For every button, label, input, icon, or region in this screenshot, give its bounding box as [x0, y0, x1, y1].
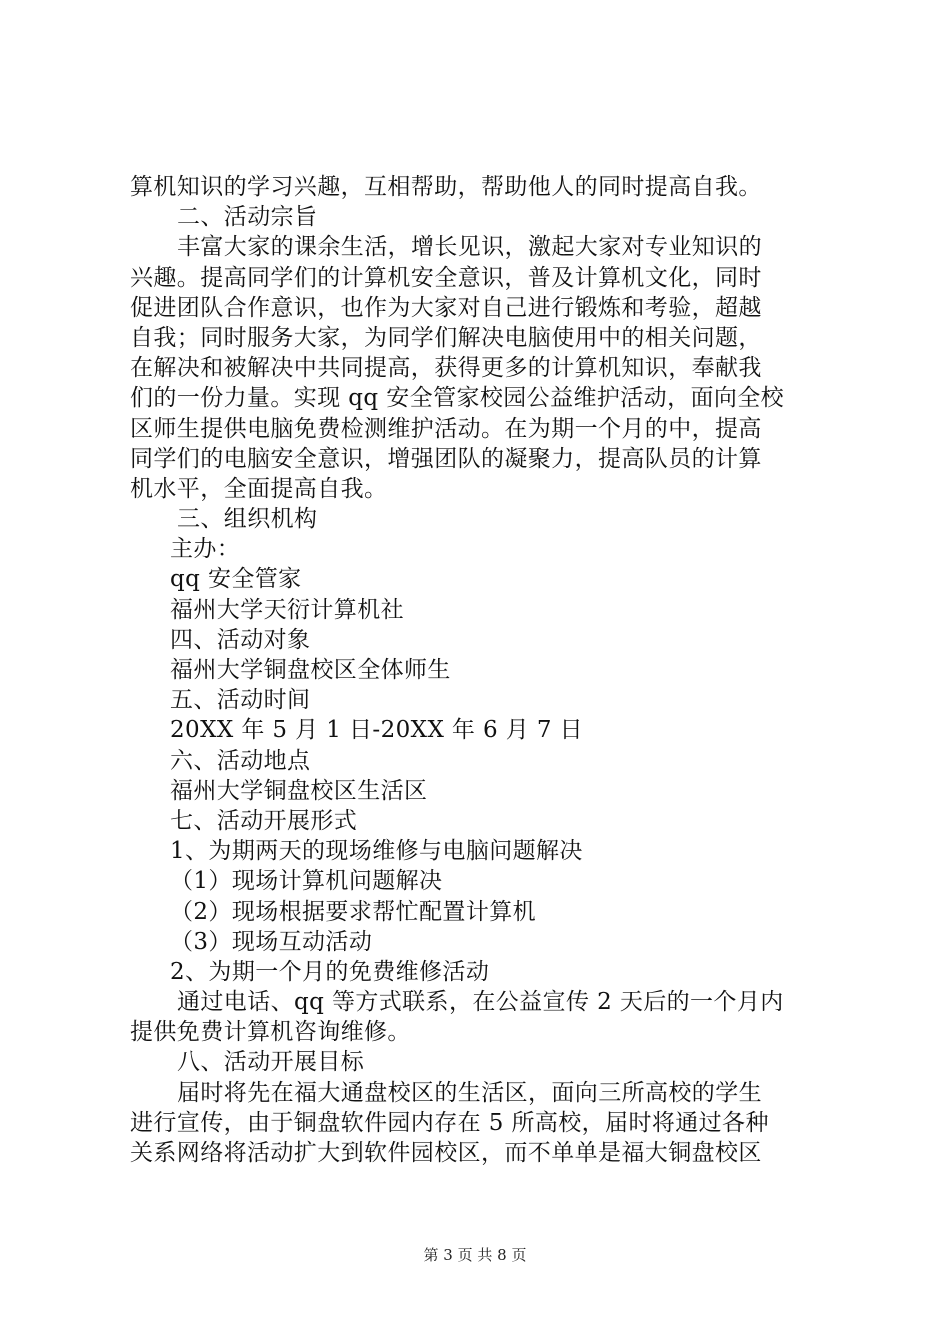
text-line: 同学们的电脑安全意识，增强团队的凝聚力，提高队员的计算: [130, 445, 762, 472]
text-line: 进行宣传，由于铜盘软件园内存在 5 所高校，届时将通过各种: [130, 1109, 769, 1136]
list-item: 2、为期一个月的免费维修活动: [170, 958, 490, 985]
text-line: 自我；同时服务大家，为同学们解决电脑使用中的相关问题，: [130, 324, 762, 351]
section-heading: 七、活动开展形式: [170, 807, 358, 834]
text-line: 区师生提供电脑免费检测维护活动。在为期一个月的中，提高: [130, 415, 762, 442]
text-line: 主办：: [170, 536, 241, 563]
section-heading: 二、活动宗旨: [177, 204, 318, 231]
text-line: qq 安全管家: [170, 566, 302, 593]
text-line: 兴趣。提高同学们的计算机安全意识，普及计算机文化，同时: [130, 264, 762, 291]
list-item: 1、为期两天的现场维修与电脑问题解决: [170, 838, 583, 865]
section-heading: 五、活动时间: [170, 687, 311, 714]
document-body: [130, 172, 830, 1168]
text-line: 促进团队合作意识，也作为大家对自己进行锻炼和考验，超越: [130, 294, 762, 321]
list-item: （2）现场根据要求帮忙配置计算机: [170, 898, 537, 925]
text-line: 在解决和被解决中共同提高，获得更多的计算机知识，奉献我: [130, 355, 762, 382]
text-line: 通过电话、qq 等方式联系，在公益宣传 2 天后的一个月内: [177, 989, 784, 1016]
section-heading: 六、活动地点: [170, 747, 311, 774]
text-line: 们的一份力量。实现 qq 安全管家校园公益维护活动，面向全校: [130, 385, 785, 412]
text-line: 关系网络将活动扩大到软件园校区，而不单单是福大铜盘校区: [130, 1140, 762, 1166]
section-heading: 三、组织机构: [177, 506, 318, 533]
text-line: 提供免费计算机咨询维修。: [130, 1019, 411, 1046]
text-line: 福州大学铜盘校区全体师生: [170, 657, 451, 683]
section-heading: 四、活动对象: [170, 626, 311, 653]
text-line: 机水平，全面提高自我。: [130, 475, 388, 502]
text-line: 福州大学铜盘校区生活区: [170, 777, 428, 804]
text-line: 福州大学天衍计算机社: [170, 596, 404, 623]
list-item: （3）现场互动活动: [170, 928, 373, 955]
section-heading: 八、活动开展目标: [177, 1049, 365, 1076]
text-line: 届时将先在福大通盘校区的生活区，面向三所高校的学生: [177, 1079, 762, 1106]
list-item: （1）现场计算机问题解决: [170, 868, 443, 895]
page-footer: 第 3 页 共 8 页: [423, 1246, 527, 1264]
text-line: 算机知识的学习兴趣，互相帮助，帮助他人的同时提高自我。: [130, 174, 762, 200]
text-line: 20XX 年 5 月 1 日-20XX 年 6 月 7 日: [170, 717, 584, 744]
text-line: 丰富大家的课余生活，增长见识，激起大家对专业知识的: [177, 234, 762, 261]
